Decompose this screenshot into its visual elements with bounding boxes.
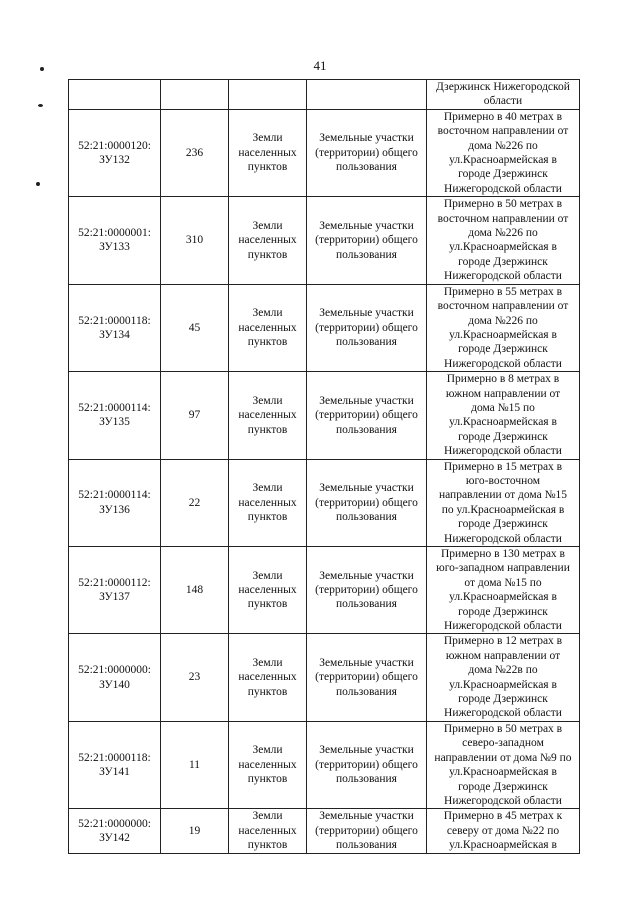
use-line: Земельные участки — [319, 744, 414, 757]
code-line: 52:21:0000118: — [78, 751, 151, 764]
code-cell — [69, 284, 161, 371]
location-line: северо-западном — [462, 737, 544, 750]
code-cell — [69, 634, 161, 721]
use-line: (территории) общего — [315, 824, 418, 837]
location-line: восточном направлении от — [437, 212, 569, 225]
table-row — [69, 197, 580, 284]
location-line: направлении от дома №9 по — [434, 751, 572, 764]
location-line: от дома №15 по — [464, 576, 542, 589]
category-line: населенных — [238, 584, 297, 597]
table-row — [69, 547, 580, 634]
code-cell — [69, 109, 161, 196]
area-value: 97 — [188, 409, 201, 422]
location-line: Примерно в 12 метрах в — [443, 635, 563, 648]
category-line: населенных — [238, 234, 297, 247]
category-line: Земли — [252, 810, 283, 823]
category-line: пунктов — [247, 839, 288, 852]
code-cell — [69, 80, 161, 110]
location-line: северу от дома №22 по — [446, 824, 560, 837]
location-line: направлении от дома №15 — [438, 489, 568, 502]
use-cell — [307, 109, 427, 196]
code-cell — [69, 809, 161, 853]
use-cell — [307, 284, 427, 371]
location-cell — [427, 634, 580, 721]
category-line: населенных — [238, 409, 297, 422]
use-line: пользования — [336, 773, 397, 786]
location-cell — [427, 284, 580, 371]
location-line: по ул.Красноармейская в — [441, 503, 565, 516]
area-cell — [161, 109, 229, 196]
location-line: городе Дзержинск — [458, 430, 548, 443]
category-line: Земли — [252, 569, 283, 582]
category-line: Земли — [252, 394, 283, 407]
category-line: населенных — [238, 758, 297, 771]
area-cell — [161, 721, 229, 808]
use-line: Земельные участки — [319, 394, 414, 407]
category-line: Земли — [252, 482, 283, 495]
use-line: пользования — [336, 423, 397, 436]
category-line: пунктов — [247, 336, 288, 349]
location-cell — [427, 80, 580, 110]
area-cell — [161, 197, 229, 284]
code-line: ЗУ140 — [99, 678, 130, 691]
location-cell — [427, 721, 580, 808]
category-line: Земли — [252, 744, 283, 757]
land-plots-table — [68, 79, 580, 854]
category-line: пунктов — [247, 423, 288, 436]
location-line: Нижегородской области — [444, 532, 562, 545]
area-value: 11 — [188, 758, 201, 771]
location-line: Нижегородской области — [444, 445, 562, 458]
location-line: Примерно в 130 метрах в — [440, 548, 565, 560]
category-line: населенных — [238, 824, 297, 837]
location-line: Нижегородской области — [444, 270, 562, 283]
table-row — [69, 809, 580, 853]
table-row — [69, 372, 580, 459]
code-cell — [69, 459, 161, 546]
use-cell — [307, 197, 427, 284]
location-line: восточном направлении от — [437, 125, 569, 138]
location-line: Нижегородской области — [444, 357, 562, 370]
category-cell — [229, 197, 307, 284]
use-cell — [307, 634, 427, 721]
code-line: 52:21:0000120: — [78, 139, 151, 152]
area-cell — [161, 459, 229, 546]
category-cell — [229, 634, 307, 721]
category-cell — [229, 721, 307, 808]
category-line: Земли — [252, 132, 283, 145]
use-line: Земельные участки — [319, 482, 414, 495]
location-line: ул.Красноармейская в — [449, 678, 557, 691]
code-cell — [69, 197, 161, 284]
use-line: пользования — [336, 161, 397, 174]
code-cell — [69, 372, 161, 459]
use-line: пользования — [336, 685, 397, 698]
code-cell — [69, 547, 161, 634]
category-cell — [229, 372, 307, 459]
category-line: пунктов — [247, 773, 288, 786]
code-line: 52:21:0000112: — [78, 576, 151, 589]
category-line: пунктов — [247, 685, 288, 698]
location-line: ул.Красноармейская в — [449, 766, 557, 779]
location-cell — [427, 809, 580, 853]
location-line: дома №226 по — [468, 314, 538, 327]
code-line: 52:21:0000114: — [78, 401, 151, 414]
location-line: ул.Красноармейская в — [449, 839, 557, 852]
location-line: Нижегородской области — [444, 182, 562, 195]
category-line: Земли — [252, 307, 283, 320]
area-value: 148 — [185, 584, 204, 597]
code-line: ЗУ136 — [99, 503, 130, 516]
category-cell — [229, 809, 307, 853]
category-cell — [229, 284, 307, 371]
use-line: Земельные участки — [319, 219, 414, 232]
location-line: городе Дзержинск — [458, 255, 548, 268]
code-line: 52:21:0000118: — [78, 314, 151, 327]
code-line: ЗУ133 — [99, 241, 130, 254]
use-line: пользования — [336, 336, 397, 349]
scan-speck — [38, 104, 43, 107]
area-value: 23 — [188, 671, 201, 684]
use-cell — [307, 80, 427, 110]
location-line: Дзержинск Нижегородской — [436, 81, 570, 93]
location-line: городе Дзержинск — [458, 780, 548, 793]
use-cell — [307, 721, 427, 808]
category-line: пунктов — [247, 161, 288, 174]
location-line: городе Дзержинск — [458, 168, 548, 181]
category-line: Земли — [252, 657, 283, 670]
area-value: 22 — [188, 496, 201, 509]
location-cell — [427, 372, 580, 459]
area-value: 19 — [188, 824, 201, 837]
use-line: (территории) общего — [315, 234, 418, 247]
category-line: Земли — [252, 219, 283, 232]
use-cell — [307, 809, 427, 853]
location-line: дома №226 по — [468, 227, 538, 240]
code-line: 52:21:0000000: — [78, 817, 151, 830]
location-line: Примерно в 50 метрах в — [443, 198, 563, 211]
location-line: Нижегородской области — [444, 620, 562, 633]
use-line: (территории) общего — [315, 321, 418, 334]
page-number: 41 — [313, 58, 327, 73]
category-line: населенных — [238, 321, 297, 334]
use-line: пользования — [336, 598, 397, 611]
code-line: ЗУ137 — [99, 591, 130, 604]
location-cell — [427, 459, 580, 546]
category-cell — [229, 109, 307, 196]
location-cell — [427, 547, 580, 634]
area-cell — [161, 372, 229, 459]
category-cell — [229, 80, 307, 110]
location-line: Нижегородской области — [444, 707, 562, 720]
use-line: (территории) общего — [315, 758, 418, 771]
table-row — [69, 721, 580, 808]
code-line: ЗУ135 — [99, 416, 130, 429]
scan-speck — [36, 182, 40, 186]
location-line: городе Дзержинск — [458, 343, 548, 356]
location-line: Примерно в 45 метрах к — [443, 810, 563, 823]
location-line: ул.Красноармейская в — [449, 416, 557, 429]
area-cell — [161, 80, 229, 110]
location-line: ул.Красноармейская в — [449, 328, 557, 341]
location-line: городе Дзержинск — [458, 518, 548, 531]
location-line: Примерно в 8 метрах в — [446, 373, 560, 386]
location-line: Примерно в 50 метрах в — [443, 722, 563, 735]
code-line: 52:21:0000114: — [78, 489, 151, 502]
location-line: ул.Красноармейская в — [449, 591, 557, 604]
category-line: населенных — [238, 671, 297, 684]
category-line: пунктов — [247, 598, 288, 611]
table-row — [69, 634, 580, 721]
use-cell — [307, 547, 427, 634]
use-line: пользования — [336, 510, 397, 523]
use-cell — [307, 372, 427, 459]
location-line: городе Дзержинск — [458, 693, 548, 706]
location-line: дома №22в по — [468, 664, 538, 677]
table-body — [69, 80, 580, 854]
location-line: Примерно в 55 метрах в — [443, 285, 563, 298]
area-cell — [161, 634, 229, 721]
use-line: пользования — [336, 248, 397, 261]
use-line: (территории) общего — [315, 146, 418, 159]
use-line: (территории) общего — [315, 409, 418, 422]
code-line: ЗУ132 — [99, 154, 130, 167]
location-line: ул.Красноармейская в — [449, 241, 557, 254]
code-line: 52:21:0000000: — [78, 664, 151, 677]
location-line: восточном направлении от — [437, 300, 569, 313]
location-line: Нижегородской области — [444, 794, 562, 807]
location-line: Примерно в 40 метрах в — [443, 110, 563, 123]
code-line: 52:21:0000001: — [78, 227, 151, 240]
location-line: дома №226 по — [468, 139, 538, 152]
area-value: 45 — [188, 321, 201, 334]
use-line: (территории) общего — [315, 496, 418, 509]
category-line: пунктов — [247, 248, 288, 261]
location-line: ул.Красноармейская в — [449, 154, 557, 167]
use-line: Земельные участки — [319, 132, 414, 145]
category-line: пунктов — [247, 510, 288, 523]
code-cell — [69, 721, 161, 808]
use-line: Земельные участки — [319, 307, 414, 320]
code-line: ЗУ142 — [99, 831, 130, 844]
table-row — [69, 109, 580, 196]
use-line: Земельные участки — [319, 569, 414, 582]
location-line: юго-восточном — [465, 474, 541, 487]
scan-speck — [40, 67, 44, 71]
use-line: Земельные участки — [319, 810, 414, 823]
location-line: городе Дзержинск — [458, 605, 548, 618]
use-line: (территории) общего — [315, 584, 418, 597]
location-cell — [427, 109, 580, 196]
area-value: 236 — [185, 146, 204, 159]
use-line: (территории) общего — [315, 671, 418, 684]
table-row — [69, 284, 580, 371]
area-value: 310 — [185, 234, 204, 247]
category-line: населенных — [238, 496, 297, 509]
category-line: населенных — [238, 146, 297, 159]
area-cell — [161, 809, 229, 853]
category-cell — [229, 547, 307, 634]
location-line: южном направлении от — [445, 387, 561, 400]
use-line: Земельные участки — [319, 657, 414, 670]
code-line: ЗУ141 — [99, 766, 130, 779]
table-row — [69, 459, 580, 546]
code-line: ЗУ134 — [99, 328, 130, 341]
location-line: области — [483, 95, 523, 108]
location-line: юго-западном направлении — [436, 562, 570, 575]
use-line: пользования — [336, 839, 397, 852]
area-cell — [161, 284, 229, 371]
table-row-continued — [69, 80, 580, 110]
use-cell — [307, 459, 427, 546]
category-cell — [229, 459, 307, 546]
location-line: дома №15 по — [471, 401, 535, 414]
location-line: южном направлении от — [445, 649, 561, 662]
location-line: Примерно в 15 метрах в — [443, 460, 563, 473]
location-cell — [427, 197, 580, 284]
area-cell — [161, 547, 229, 634]
